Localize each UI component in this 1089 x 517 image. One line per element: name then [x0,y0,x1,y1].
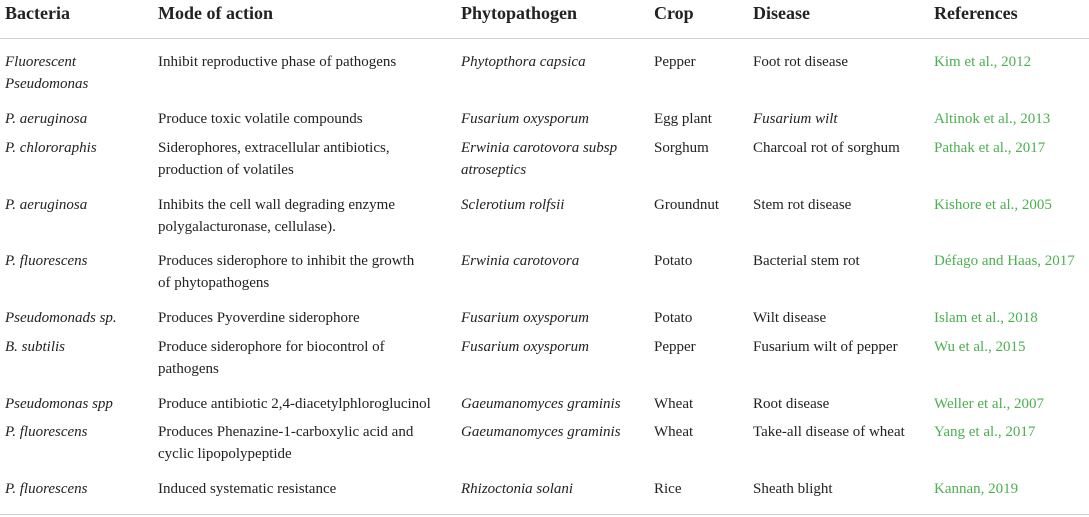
reference-link[interactable]: Kannan, 2019 [934,481,1019,497]
cell-phytopathogen: Fusarium oxysporum [461,339,589,355]
cell-phytopathogen: Gaeumanomyces graminis [461,424,621,440]
cell-mode-of-action: Produces Phenazine-1-carboxylic acid and cyclic lipopolypeptide [158,424,414,462]
cell-bacteria: Fluorescent Pseudomonas [5,54,89,92]
header-crop: Crop [654,3,694,23]
cell-crop: Egg plant [654,111,712,127]
cell-crop: Groundnut [654,197,719,213]
cell-mode-of-action: Produces Pyoverdine siderophore [158,310,360,326]
cell-mode-of-action: Produce antibiotic 2,4-diacetylphloroglucinol [158,396,431,412]
header-disease: Disease [753,3,810,23]
cell-disease: Take-all disease of wheat [753,424,905,440]
cell-bacteria: P. fluorescens [5,481,88,497]
cell-mode-of-action: Produce toxic volatile compounds [158,111,363,127]
reference-link[interactable]: Wu et al., 2015 [934,339,1026,355]
cell-mode-of-action: Produces siderophore to inhibit the growth of phytopathogens [158,253,415,291]
cell-crop: Rice [654,481,682,497]
cell-phytopathogen: Rhizoctonia solani [461,481,574,497]
reference-link[interactable]: Kishore et al., 2005 [934,197,1052,213]
cell-disease: Sheath blight [753,481,833,497]
cell-mode-of-action: Induced systematic resistance [158,481,337,497]
cell-disease: Fusarium wilt [753,111,838,127]
cell-phytopathogen: Gaeumanomyces graminis [461,396,621,412]
cell-mode-of-action: Inhibit reproductive phase of pathogens [158,54,397,70]
header-bacteria: Bacteria [5,3,70,23]
header-references: References [934,3,1018,23]
reference-link[interactable]: Islam et al., 2018 [934,310,1038,326]
cell-mode-of-action: Siderophores, extracellular antibiotics, production of volatiles [158,140,390,178]
cell-disease: Foot rot disease [753,54,848,70]
cell-mode-of-action: Inhibits the cell wall degrading enzyme polygalacturonase, cellulase). [158,197,396,235]
cell-bacteria: P. fluorescens [5,253,88,269]
cell-phytopathogen: Fusarium oxysporum [461,111,589,127]
cell-disease: Charcoal rot of sorghum [753,140,900,156]
cell-phytopathogen: Erwinia carotovora subsp atroseptics [461,140,618,178]
cell-crop: Pepper [654,54,696,70]
reference-link[interactable]: Weller et al., 2007 [934,396,1045,412]
header-mode-of-action: Mode of action [158,3,273,23]
reference-link[interactable]: Yang et al., 2017 [934,424,1036,440]
cell-disease: Stem rot disease [753,197,852,213]
cell-bacteria: P. aeruginosa [5,111,88,127]
cell-crop: Sorghum [654,140,709,156]
cell-crop: Potato [654,253,693,269]
reference-link[interactable]: Altinok et al., 2013 [934,111,1051,127]
cell-phytopathogen: Erwinia carotovora [461,253,580,269]
header-phytopathogen: Phytopathogen [461,3,578,23]
table-header [0,0,1089,39]
cell-phytopathogen: Fusarium oxysporum [461,310,589,326]
cell-crop: Potato [654,310,693,326]
cell-bacteria: P. fluorescens [5,424,88,440]
reference-link[interactable]: Pathak et al., 2017 [934,140,1046,156]
cell-disease: Bacterial stem rot [753,253,860,269]
table-bottom-rule [0,514,1089,515]
reference-link[interactable]: Kim et al., 2012 [934,54,1032,70]
cell-crop: Pepper [654,339,696,355]
cell-bacteria: Pseudomonas spp [5,396,113,412]
cell-crop: Wheat [654,424,694,440]
cell-disease: Root disease [753,396,830,412]
cell-bacteria: P. aeruginosa [5,197,88,213]
cell-bacteria: B. subtilis [5,339,66,355]
cell-mode-of-action: Produce siderophore for biocontrol of pathogens [158,339,385,377]
cell-crop: Wheat [654,396,694,412]
cell-phytopathogen: Sclerotium rolfsii [461,197,565,213]
cell-bacteria: P. chlororaphis [5,140,97,156]
cell-bacteria: Pseudomonads sp. [5,310,117,326]
cell-disease: Fusarium wilt of pepper [753,339,898,355]
cell-phytopathogen: Phytopthora capsica [461,54,586,70]
cell-disease: Wilt disease [753,310,827,326]
reference-link[interactable]: Défago and Haas, 2017 [934,253,1075,269]
